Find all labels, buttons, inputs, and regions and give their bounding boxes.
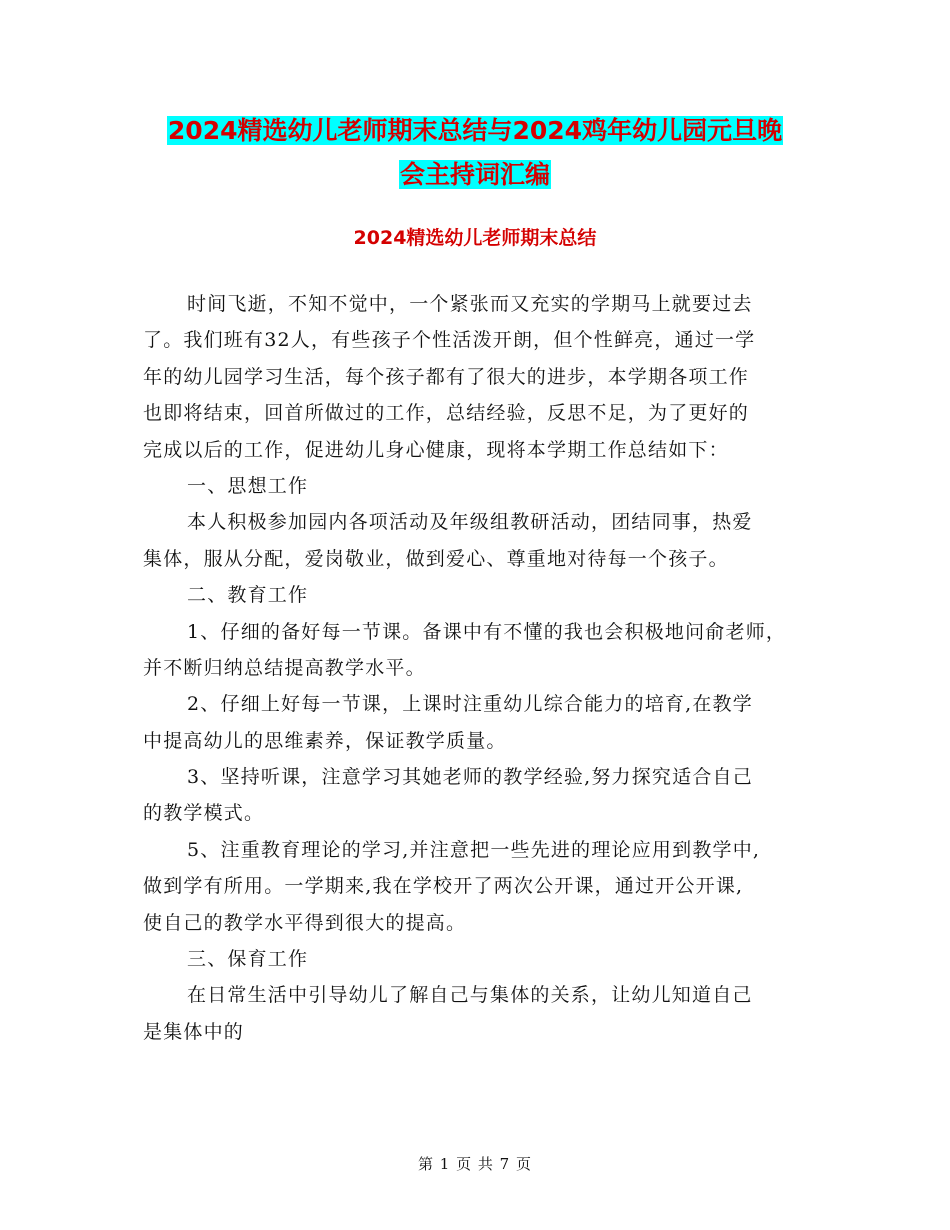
- paragraph-line: 5、注重教育理论的学习,并注意把一些先进的理论应用到教学中,: [187, 838, 761, 861]
- paragraph-line: 3、坚持听课，注意学习其她老师的教学经验,努力探究适合自己: [187, 766, 753, 789]
- paragraph-line: 2、仔细上好每一节课，上课时注重幼儿综合能力的培育,在教学: [187, 693, 753, 716]
- paragraph-line: 是集体中的: [143, 1020, 245, 1043]
- paragraph-line: 年的幼儿园学习生活，每个孩子都有了很大的进步，本学期各项工作: [143, 365, 750, 388]
- paragraph-line: 中提高幼儿的思维素养，保证教学质量。: [143, 729, 507, 752]
- paragraph-line: 三、保育工作: [187, 948, 309, 971]
- paragraph-line: 二、教育工作: [187, 584, 309, 607]
- paragraph-line: 在日常生活中引导幼儿了解自己与集体的关系，让幼儿知道自己: [187, 984, 753, 1007]
- title-highlight-2: 会主持词汇编: [399, 160, 550, 189]
- title-highlight-1: 2024精选幼儿老师期末总结与2024鸡年幼儿园元旦晚: [167, 116, 783, 145]
- paragraph-line: 一、思想工作: [187, 474, 309, 497]
- paragraph-line: 1、仔细的备好每一节课。备课中有不懂的我也会积极地问俞老师，: [187, 620, 787, 643]
- paragraph-line: 时间飞逝，不知不觉中，一个紧张而又充实的学期马上就要过去: [187, 293, 753, 315]
- page-footer: 第 1 页 共 7 页: [418, 1155, 532, 1173]
- document-body: [143, 286, 823, 1050]
- paragraph-line: 本人积极参加园内各项活动及年级组教研活动，团结同事，热爱: [187, 511, 753, 534]
- section-title: 2024精选幼儿老师期末总结: [353, 227, 597, 249]
- document-title-line-1: [0, 111, 950, 151]
- paragraph-line: 了。我们班有32人，有些孩子个性活泼开朗，但个性鲜亮，通过一学: [143, 329, 756, 352]
- document-title-line-2: [0, 155, 950, 195]
- paragraph-line: 并不断归纳总结提高教学水平。: [143, 656, 426, 679]
- paragraph-line: 的教学模式。: [143, 802, 265, 825]
- paragraph-line: 集体，服从分配，爱岗敬业，做到爱心、尊重地对待每一个孩子。: [143, 547, 729, 570]
- paragraph-line: 也即将结束，回首所做过的工作，总结经验，反思不足，为了更好的: [143, 402, 750, 425]
- paragraph-line: 做到学有所用。一学期来,我在学校开了两次公开课，通过开公开课,: [143, 875, 744, 898]
- paragraph-line: 完成以后的工作，促进幼儿身心健康，现将本学期工作总结如下：: [143, 438, 729, 461]
- paragraph-line: 使自己的教学水平得到很大的提高。: [143, 911, 467, 934]
